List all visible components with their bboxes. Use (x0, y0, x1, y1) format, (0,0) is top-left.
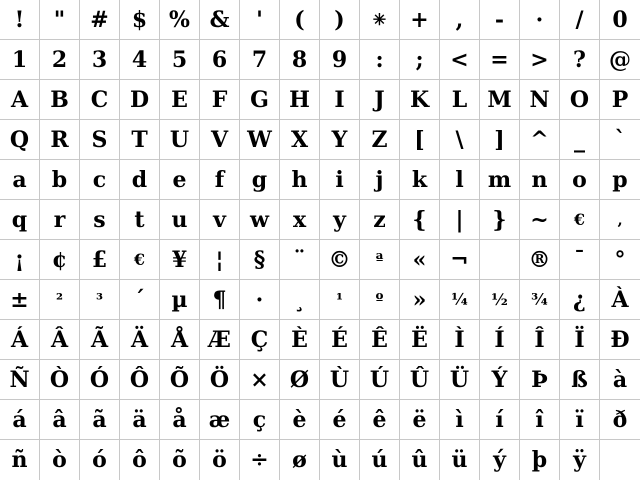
glyph-cell[interactable]: ¶ (200, 280, 240, 320)
glyph-cell[interactable]: ¯ (560, 240, 600, 280)
glyph-cell[interactable]: M (480, 80, 520, 120)
glyph-cell[interactable]: [ (400, 120, 440, 160)
glyph-cell[interactable]: # (80, 0, 120, 40)
glyph-cell[interactable]: d (120, 160, 160, 200)
glyph-cell[interactable]: € (120, 240, 160, 280)
glyph-cell[interactable]: j (360, 160, 400, 200)
glyph-cell[interactable]: Ó (80, 360, 120, 400)
glyph-cell[interactable]: ï (560, 400, 600, 440)
glyph-cell[interactable]: u (160, 200, 200, 240)
glyph-cell[interactable]: ´ (120, 280, 160, 320)
glyph-cell[interactable]: Ù (320, 360, 360, 400)
glyph-cell[interactable]: ª (360, 240, 400, 280)
glyph-cell[interactable]: s (80, 200, 120, 240)
glyph-cell[interactable]: = (480, 40, 520, 80)
glyph-cell[interactable]: m (480, 160, 520, 200)
glyph-cell[interactable]: ò (40, 440, 80, 480)
glyph-cell[interactable]: c (80, 160, 120, 200)
glyph-cell[interactable]: k (400, 160, 440, 200)
glyph-cell[interactable]: © (320, 240, 360, 280)
glyph-cell[interactable]: \ (440, 120, 480, 160)
glyph-cell[interactable]: Ð (600, 320, 640, 360)
glyph-cell[interactable]: « (400, 240, 440, 280)
glyph-cell[interactable]: z (360, 200, 400, 240)
glyph-cell[interactable]: Ñ (0, 360, 40, 400)
glyph-cell[interactable]: + (400, 0, 440, 40)
glyph-cell[interactable]: Ü (440, 360, 480, 400)
glyph-cell[interactable]: Y (320, 120, 360, 160)
glyph-cell[interactable]: 7 (240, 40, 280, 80)
glyph-cell[interactable]: y (320, 200, 360, 240)
glyph-cell[interactable]: V (200, 120, 240, 160)
glyph-cell[interactable]: Ò (40, 360, 80, 400)
glyph-cell[interactable]: ] (480, 120, 520, 160)
glyph-cell[interactable]: µ (160, 280, 200, 320)
glyph-cell[interactable]: q (0, 200, 40, 240)
glyph-cell[interactable]: F (200, 80, 240, 120)
glyph-cell[interactable]: { (400, 200, 440, 240)
glyph-cell[interactable]: Í (480, 320, 520, 360)
glyph-cell[interactable]: Ú (360, 360, 400, 400)
glyph-cell[interactable]: ` (600, 120, 640, 160)
glyph-cell[interactable]: · (240, 280, 280, 320)
glyph-cell[interactable]: t (120, 200, 160, 240)
glyph-cell[interactable]: ¡ (0, 240, 40, 280)
glyph-cell[interactable]: Â (40, 320, 80, 360)
glyph-cell[interactable]: å (160, 400, 200, 440)
glyph-cell[interactable]: % (160, 0, 200, 40)
glyph-cell[interactable]: g (240, 160, 280, 200)
glyph-cell[interactable]: ú (360, 440, 400, 480)
glyph-cell[interactable]: K (400, 80, 440, 120)
glyph-cell[interactable]: À (600, 280, 640, 320)
glyph-cell[interactable]: n (520, 160, 560, 200)
glyph-cell[interactable]: C (80, 80, 120, 120)
glyph-cell[interactable]: Ý (480, 360, 520, 400)
glyph-cell[interactable]: : (360, 40, 400, 80)
glyph-cell[interactable]: ü (440, 440, 480, 480)
glyph-cell[interactable]: Û (400, 360, 440, 400)
glyph-cell[interactable]: È (280, 320, 320, 360)
glyph-cell[interactable]: > (520, 40, 560, 80)
glyph-cell[interactable] (480, 240, 520, 280)
glyph-cell[interactable]: & (200, 0, 240, 40)
glyph-cell[interactable]: ÷ (240, 440, 280, 480)
glyph-cell[interactable]: v (200, 200, 240, 240)
glyph-cell[interactable]: í (480, 400, 520, 440)
glyph-cell[interactable]: ° (600, 240, 640, 280)
glyph-cell[interactable]: 3 (80, 40, 120, 80)
glyph-cell[interactable]: E (160, 80, 200, 120)
glyph-cell[interactable]: · (520, 0, 560, 40)
glyph-cell[interactable]: a (0, 160, 40, 200)
glyph-cell[interactable]: ¢ (40, 240, 80, 280)
glyph-cell[interactable]: û (400, 440, 440, 480)
glyph-cell[interactable]: | (440, 200, 480, 240)
glyph-cell[interactable]: J (360, 80, 400, 120)
glyph-cell[interactable]: L (440, 80, 480, 120)
glyph-cell[interactable]: ä (120, 400, 160, 440)
glyph-cell[interactable]: D (120, 80, 160, 120)
glyph-cell[interactable]: N (520, 80, 560, 120)
glyph-cell[interactable]: ) (320, 0, 360, 40)
glyph-cell[interactable]: x (280, 200, 320, 240)
glyph-cell[interactable]: € (560, 200, 600, 240)
glyph-cell[interactable]: ! (0, 0, 40, 40)
glyph-cell[interactable]: ì (440, 400, 480, 440)
glyph-cell[interactable]: Ê (360, 320, 400, 360)
glyph-cell[interactable]: R (40, 120, 80, 160)
glyph-cell[interactable]: × (240, 360, 280, 400)
glyph-cell[interactable]: 1 (0, 40, 40, 80)
glyph-cell[interactable]: Ô (120, 360, 160, 400)
glyph-cell[interactable]: 9 (320, 40, 360, 80)
glyph-cell[interactable]: S (80, 120, 120, 160)
glyph-cell[interactable]: 4 (120, 40, 160, 80)
glyph-cell[interactable]: Å (160, 320, 200, 360)
glyph-cell[interactable]: ¨ (280, 240, 320, 280)
glyph-cell[interactable]: ¦ (200, 240, 240, 280)
glyph-cell[interactable]: ( (280, 0, 320, 40)
glyph-cell[interactable]: â (40, 400, 80, 440)
glyph-cell[interactable]: Ö (200, 360, 240, 400)
glyph-cell[interactable]: ¾ (520, 280, 560, 320)
glyph-cell[interactable]: ð (600, 400, 640, 440)
glyph-cell[interactable]: p (600, 160, 640, 200)
glyph-cell[interactable]: 0 (600, 0, 640, 40)
glyph-cell[interactable]: _ (560, 120, 600, 160)
glyph-cell[interactable]: ‚ (600, 200, 640, 240)
glyph-cell[interactable]: ½ (480, 280, 520, 320)
glyph-cell[interactable]: á (0, 400, 40, 440)
glyph-cell[interactable]: T (120, 120, 160, 160)
glyph-cell[interactable]: 2 (40, 40, 80, 80)
glyph-cell[interactable]: ¿ (560, 280, 600, 320)
glyph-cell[interactable]: U (160, 120, 200, 160)
glyph-cell[interactable]: A (0, 80, 40, 120)
glyph-cell[interactable]: ô (120, 440, 160, 480)
glyph-cell[interactable]: ö (200, 440, 240, 480)
glyph-cell[interactable]: / (560, 0, 600, 40)
glyph-cell[interactable]: ¬ (440, 240, 480, 280)
glyph-cell[interactable]: Á (0, 320, 40, 360)
glyph-cell[interactable]: ² (40, 280, 80, 320)
glyph-cell[interactable]: Z (360, 120, 400, 160)
glyph-cell[interactable]: þ (520, 440, 560, 480)
glyph-cell[interactable]: @ (600, 40, 640, 80)
glyph-cell[interactable]: i (320, 160, 360, 200)
glyph-cell[interactable]: Ë (400, 320, 440, 360)
glyph-cell[interactable]: H (280, 80, 320, 120)
glyph-cell[interactable]: e (160, 160, 200, 200)
glyph-cell[interactable]: X (280, 120, 320, 160)
glyph-cell[interactable]: £ (80, 240, 120, 280)
glyph-cell[interactable]: , (440, 0, 480, 40)
glyph-cell[interactable]: ? (560, 40, 600, 80)
glyph-cell[interactable]: Ç (240, 320, 280, 360)
glyph-cell[interactable]: ~ (520, 200, 560, 240)
glyph-cell[interactable]: ¸ (280, 280, 320, 320)
glyph-cell[interactable]: Õ (160, 360, 200, 400)
glyph-cell[interactable]: ³ (80, 280, 120, 320)
glyph-cell[interactable]: ' (240, 0, 280, 40)
glyph-cell[interactable]: ✳ (360, 0, 400, 40)
glyph-cell[interactable] (600, 440, 640, 480)
glyph-cell[interactable]: ø (280, 440, 320, 480)
glyph-cell[interactable]: 5 (160, 40, 200, 80)
glyph-cell[interactable]: " (40, 0, 80, 40)
glyph-cell[interactable]: Ï (560, 320, 600, 360)
glyph-cell[interactable]: r (40, 200, 80, 240)
glyph-cell[interactable]: » (400, 280, 440, 320)
glyph-cell[interactable]: < (440, 40, 480, 80)
glyph-cell[interactable]: P (600, 80, 640, 120)
glyph-cell[interactable]: G (240, 80, 280, 120)
glyph-cell[interactable]: Ã (80, 320, 120, 360)
glyph-cell[interactable]: o (560, 160, 600, 200)
glyph-cell[interactable]: I (320, 80, 360, 120)
glyph-cell[interactable]: ç (240, 400, 280, 440)
glyph-cell[interactable]: Ì (440, 320, 480, 360)
glyph-cell[interactable]: à (600, 360, 640, 400)
glyph-cell[interactable]: ¹ (320, 280, 360, 320)
glyph-cell[interactable]: ê (360, 400, 400, 440)
glyph-cell[interactable]: ^ (520, 120, 560, 160)
glyph-cell[interactable]: Þ (520, 360, 560, 400)
glyph-cell[interactable]: ; (400, 40, 440, 80)
glyph-cell[interactable]: ¥ (160, 240, 200, 280)
glyph-cell[interactable]: ñ (0, 440, 40, 480)
glyph-cell[interactable]: ã (80, 400, 120, 440)
glyph-cell[interactable]: Ä (120, 320, 160, 360)
glyph-cell[interactable]: B (40, 80, 80, 120)
glyph-cell[interactable]: w (240, 200, 280, 240)
glyph-cell[interactable]: W (240, 120, 280, 160)
glyph-cell[interactable]: O (560, 80, 600, 120)
glyph-cell[interactable]: æ (200, 400, 240, 440)
glyph-cell[interactable]: ÿ (560, 440, 600, 480)
glyph-cell[interactable]: ® (520, 240, 560, 280)
glyph-cell[interactable]: ± (0, 280, 40, 320)
glyph-cell[interactable]: è (280, 400, 320, 440)
glyph-cell[interactable]: é (320, 400, 360, 440)
glyph-cell[interactable]: 6 (200, 40, 240, 80)
glyph-cell[interactable]: Î (520, 320, 560, 360)
glyph-cell[interactable]: b (40, 160, 80, 200)
glyph-cell[interactable]: h (280, 160, 320, 200)
glyph-cell[interactable]: Ø (280, 360, 320, 400)
glyph-cell[interactable]: õ (160, 440, 200, 480)
glyph-cell[interactable]: $ (120, 0, 160, 40)
glyph-cell[interactable]: º (360, 280, 400, 320)
glyph-cell[interactable]: É (320, 320, 360, 360)
glyph-cell[interactable]: ý (480, 440, 520, 480)
glyph-cell[interactable]: f (200, 160, 240, 200)
glyph-cell[interactable]: ß (560, 360, 600, 400)
glyph-cell[interactable]: Q (0, 120, 40, 160)
glyph-cell[interactable]: ë (400, 400, 440, 440)
glyph-cell[interactable]: ¼ (440, 280, 480, 320)
glyph-cell[interactable]: î (520, 400, 560, 440)
glyph-cell[interactable]: 8 (280, 40, 320, 80)
glyph-cell[interactable]: ù (320, 440, 360, 480)
glyph-cell[interactable]: } (480, 200, 520, 240)
glyph-cell[interactable]: Æ (200, 320, 240, 360)
glyph-cell[interactable]: ó (80, 440, 120, 480)
glyph-cell[interactable]: - (480, 0, 520, 40)
glyph-cell[interactable]: § (240, 240, 280, 280)
glyph-cell[interactable]: l (440, 160, 480, 200)
